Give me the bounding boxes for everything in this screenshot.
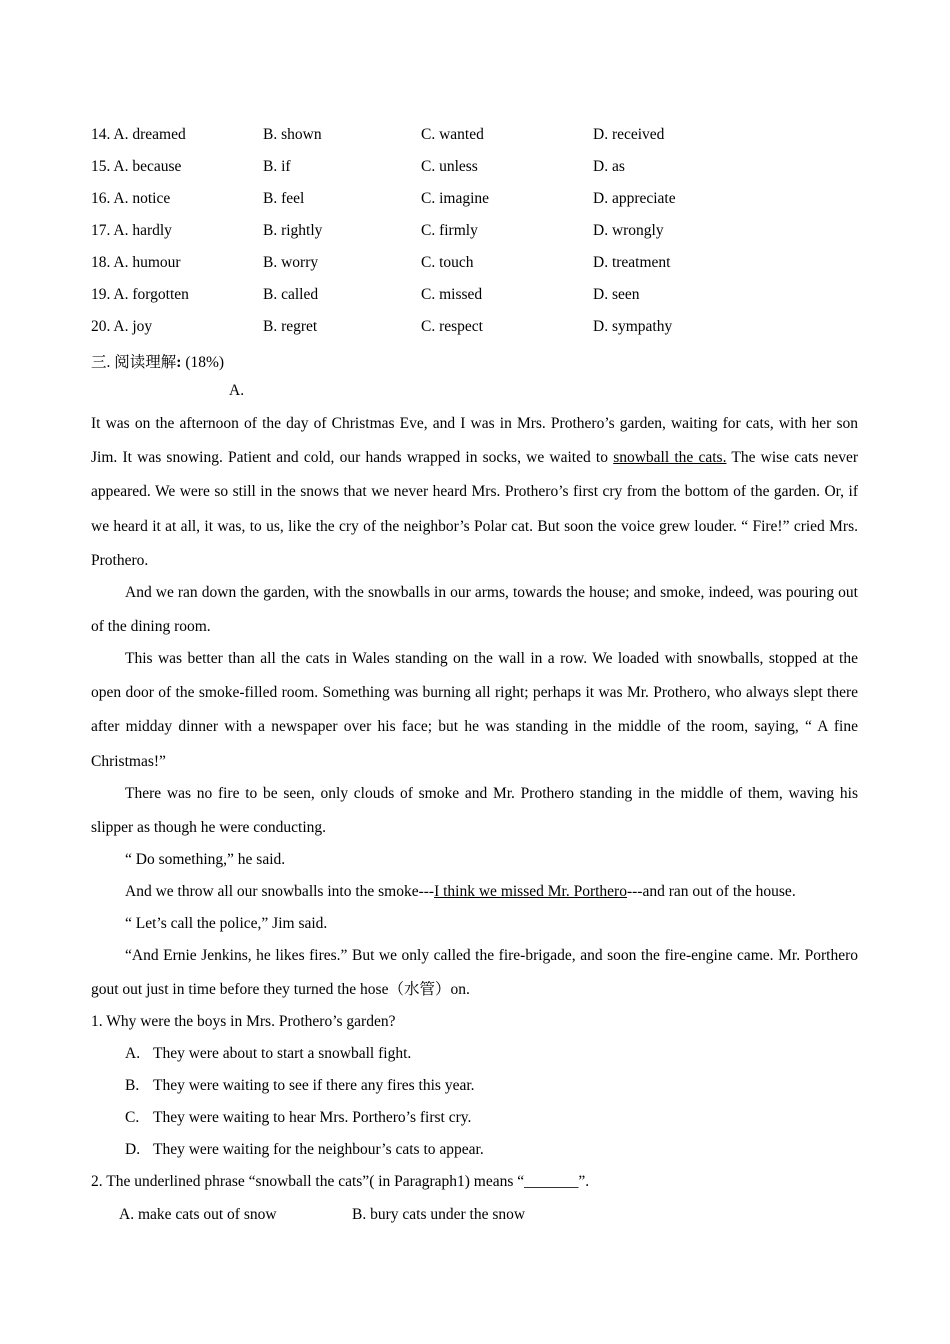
underlined-sentence: I think we missed Mr. Porthero [434,883,627,900]
question-1-option [125,1077,475,1095]
option-d: D. as [593,158,625,175]
option-a: 18. A. humour [91,254,181,271]
question-2-option-b: B. bury cats under the snow [352,1206,526,1223]
option-a: 17. A. hardly [91,222,172,239]
option-b: B. shown [263,126,322,143]
option-d: D. sympathy [593,318,673,335]
cloze-option-row [91,222,871,244]
option-c: C. respect [421,318,483,335]
option-label: B. [125,1077,140,1094]
passage-paragraph-3: This was better than all the cats in Wales standing on the wall in a row. We loaded with snowballs, stopped at the open door of the smoke-filled room. Something was burning all right; perhaps it was Mr. Prothero, who always slept there after midday dinner with a newspaper over his face; but he was standing in the middle of the room, saying, “ A fine Christmas!” [91,650,858,770]
cloze-option-row [91,158,871,180]
question-1-option [125,1045,411,1063]
paragraph-text: It was on the afternoon of the day of Christmas Eve, and I was in Mrs. Prothero’s garden, waiting for cats, with her son Jim. It was snowing. Patient and cold, our hands wrapped in socks, we waited to [91,415,858,467]
section-colon: : [176,354,182,371]
option-d: D. treatment [593,254,671,271]
passage-paragraph-4: There was no fire to be seen, only clouds of smoke and Mr. Prothero standing in the middle of them, waving his slipper as though he were conducting. [91,785,858,837]
cloze-option-row [91,126,871,148]
option-a: 15. A. because [91,158,182,175]
option-d: D. appreciate [593,190,676,207]
option-c: C. unless [421,158,478,175]
cloze-option-row [91,286,871,308]
cloze-option-row [91,318,871,340]
section-title: 三. 阅读理解 [91,354,177,371]
question-2-stem: 2. The underlined phrase “snowball the cats”( in Paragraph1) means “_______”. [91,1173,590,1190]
option-text: They were waiting for the neighbour’s cats to appear. [153,1141,484,1158]
question-2-option-a: A. make cats out of snow [119,1206,277,1223]
paragraph-text: The wise cats never appeared. We were so still in the snows that we never heard Mrs. Prothero’s first cry from the bottom of the garden. Or, if we heard it at all, it was, to us, like the cry of the neighbor’s Polar cat. But soon the voice grew louder. “ Fire!” cried Mrs. Prothero. [91,449,858,569]
option-a: 14. A. dreamed [91,126,186,143]
option-text: They were about to start a snowball fight. [153,1045,412,1062]
option-b: B. called [263,286,319,303]
option-b: B. if [263,158,291,175]
passage-paragraph-1 [91,407,858,578]
option-text: They were waiting to hear Mrs. Porthero’s first cry. [153,1109,472,1126]
passage-label: A. [229,382,245,399]
section-score: (18%) [181,354,225,371]
option-text: They were waiting to see if there any fires this year. [153,1077,475,1094]
option-b: B. feel [263,190,305,207]
option-b: B. regret [263,318,318,335]
passage-paragraph-2: And we ran down the garden, with the snowballs in our arms, towards the house; and smoke, indeed, was pouring out of the dining room. [91,584,858,636]
option-a: 19. A. forgotten [91,286,189,303]
option-a: 20. A. joy [91,318,153,335]
option-c: C. wanted [421,126,484,143]
option-c: C. firmly [421,222,478,239]
option-label: C. [125,1109,140,1126]
cloze-option-row [91,190,871,212]
option-b: B. worry [263,254,319,271]
passage-paragraph-8: “And Ernie Jenkins, he likes fires.” But we only called the fire-brigade, and soon the fire-engine came. Mr. Porthero gout out just in time before they turned the hose（水管）on. [91,947,858,999]
option-d: D. seen [593,286,640,303]
passage-paragraph-7: “ Let’s call the police,” Jim said. [125,915,328,932]
section-heading [91,350,224,372]
paragraph-text: ---and ran out of the house. [626,883,796,900]
question-1-option [125,1141,484,1159]
passage-paragraph-5: “ Do something,” he said. [125,851,286,868]
option-label: D. [125,1141,141,1158]
option-c: C. missed [421,286,483,303]
option-d: D. wrongly [593,222,664,239]
option-c: C. touch [421,254,474,271]
option-label: A. [125,1045,141,1062]
option-c: C. imagine [421,190,490,207]
cloze-option-row [91,254,871,276]
option-a: 16. A. notice [91,190,171,207]
option-d: D. received [593,126,665,143]
paragraph-text: And we throw all our snowballs into the smoke--- [125,883,435,900]
question-1-stem: 1. Why were the boys in Mrs. Prothero’s garden? [91,1013,396,1030]
question-1-option [125,1109,471,1127]
passage-paragraph-6 [125,883,796,901]
option-b: B. rightly [263,222,323,239]
underlined-phrase: snowball the cats. [613,449,727,467]
